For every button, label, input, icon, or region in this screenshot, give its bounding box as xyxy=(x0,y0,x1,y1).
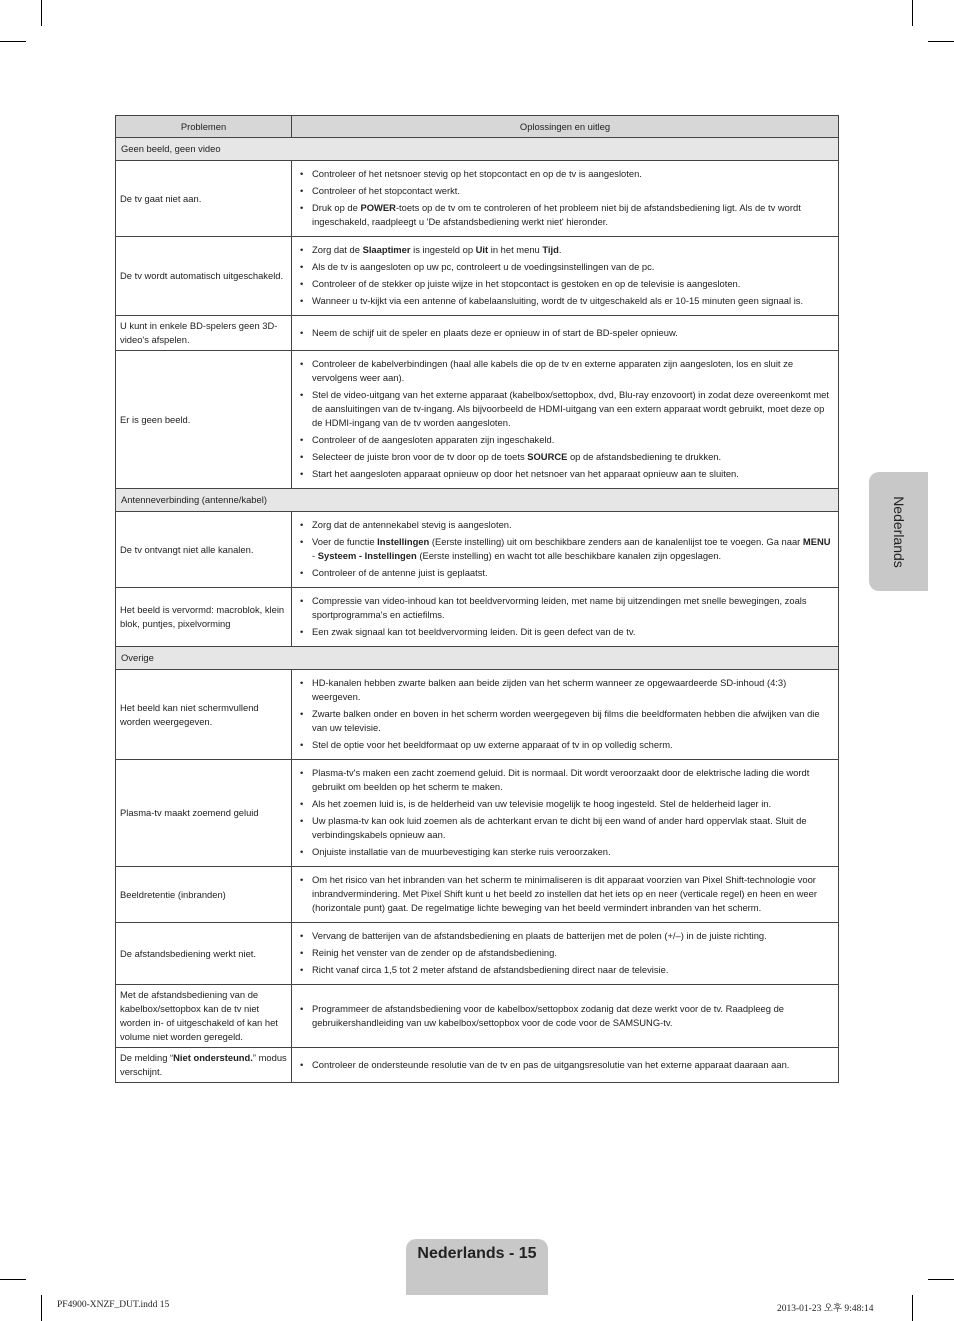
solution-item: • Controleer of het netsnoer stevig op het stopcontact en op de tv is aangesloten. xyxy=(297,167,834,181)
solution-item: • Selecteer de juiste bron voor de tv door op de toets SOURCE op de afstandsbediening te drukken. xyxy=(297,450,834,464)
language-side-tab xyxy=(869,472,928,591)
crop-mark-top-left-v xyxy=(41,0,42,26)
solution-item: • Richt vanaf circa 1,5 tot 2 meter afstand de afstandsbediening direct naar de televisie. xyxy=(297,963,834,977)
solution-item: • Vervang de batterijen van de afstandsbediening en plaats de batterijen met de polen (+/–) in de juiste richting. xyxy=(297,929,834,943)
section-row xyxy=(116,489,839,512)
solution-cell xyxy=(292,867,839,923)
solution-cell xyxy=(292,588,839,647)
solution-item: • Uw plasma-tv kan ook luid zoemen als de achterkant ervan te dicht bij een wand of ander hard oppervlak staat. Sluit de verbindingskabels opnieuw aan. xyxy=(297,814,834,842)
section-title: Overige xyxy=(116,647,839,670)
solution-list xyxy=(297,518,834,580)
table-row xyxy=(116,985,839,1048)
problem-cell: Het beeld is vervormd: macroblok, klein blok, puntjes, pixelvorming xyxy=(116,588,292,647)
solution-cell xyxy=(292,670,839,760)
problem-cell: Het beeld kan niet schermvullend worden weergegeven. xyxy=(116,670,292,760)
problem-cell: Plasma-tv maakt zoemend geluid xyxy=(116,760,292,867)
solution-list xyxy=(297,167,834,229)
problem-cell: De tv gaat niet aan. xyxy=(116,161,292,237)
solution-item: • Controleer of het stopcontact werkt. xyxy=(297,184,834,198)
troubleshooting-table xyxy=(115,115,839,1083)
table-row xyxy=(116,588,839,647)
solution-item: • Zwarte balken onder en boven in het scherm worden weergegeven bij films die beeldformaten hebben die afwijken van die van uw televisie. xyxy=(297,707,834,735)
problem-cell: De tv wordt automatisch uitgeschakeld. xyxy=(116,237,292,316)
solution-item: • Reinig het venster van de zender op de afstandsbediening. xyxy=(297,946,834,960)
solution-list xyxy=(297,1002,834,1030)
page-label: Nederlands - 15 xyxy=(417,1245,537,1262)
table-row xyxy=(116,670,839,760)
solution-item: • Onjuiste installatie van de muurbevestiging kan sterke ruis veroorzaken. xyxy=(297,845,834,859)
solution-cell xyxy=(292,351,839,489)
section-row xyxy=(116,138,839,161)
solution-list xyxy=(297,594,834,639)
solution-item: • Start het aangesloten apparaat opnieuw op door het netsnoer van het apparaat opnieuw aan te sluiten. xyxy=(297,467,834,481)
crop-mark-bottom-left-h xyxy=(0,1279,26,1280)
table-header-row xyxy=(116,116,839,138)
solution-item: • Zorg dat de antennekabel stevig is aangesloten. xyxy=(297,518,834,532)
crop-mark-bottom-left-v xyxy=(41,1295,42,1321)
crop-mark-top-left-h xyxy=(0,41,26,42)
solution-cell xyxy=(292,316,839,351)
solution-item: • Om het risico van het inbranden van het scherm te minimaliseren is dit apparaat voorzien van Pixel Shift-technologie voor inbrandvermindering. Met Pixel Shift kunt u het beeld zo instellen dat het iets op en neer (verticale regel) en heen en weer (horizontale punt) gaat. De regelmatige lichte beweging van het beeld vermindert inbranden van het scherm. xyxy=(297,873,834,915)
solution-item: • Controleer of de stekker op juiste wijze in het stopcontact is gestoken en op de televisie is aangesloten. xyxy=(297,277,834,291)
table-row xyxy=(116,237,839,316)
solution-item: • Programmeer de afstandsbediening voor de kabelbox/settopbox zodanig dat deze werkt voor de tv. Raadpleeg de gebruikershandleiding van uw kabelbox/settopbox voor de code voor de SAMSUNG-tv. xyxy=(297,1002,834,1030)
solution-item: • Als de tv is aangesloten op uw pc, controleert u de voedingsinstellingen van de pc. xyxy=(297,260,834,274)
table-row xyxy=(116,1048,839,1083)
solution-cell xyxy=(292,760,839,867)
table-row xyxy=(116,867,839,923)
problem-cell: Met de afstandsbediening van de kabelbox/settopbox kan de tv niet worden in- of uitgeschakeld of kan het volume niet worden geregeld. xyxy=(116,985,292,1048)
solution-list xyxy=(297,766,834,859)
solution-item: • Stel de optie voor het beeldformaat op uw externe apparaat of tv in op volledig scherm. xyxy=(297,738,834,752)
solution-item: • Voer de functie Instellingen (Eerste instelling) uit om beschikbare zenders aan de kanalenlijst toe te voegen. Ga naar MENU - Systeem - Instellingen (Eerste instelling) en wacht tot alle beschikbare kanalen zijn opgeslagen. xyxy=(297,535,834,563)
solution-list xyxy=(297,357,834,481)
problem-cell: Er is geen beeld. xyxy=(116,351,292,489)
crop-mark-bottom-right-v xyxy=(912,1295,913,1321)
section-title: Antenneverbinding (antenne/kabel) xyxy=(116,489,839,512)
solution-item: • Als het zoemen luid is, is de helderheid van uw televisie mogelijk te hoog ingesteld. Stel de helderheid lager in. xyxy=(297,797,834,811)
table-row xyxy=(116,316,839,351)
solution-item: • Stel de video-uitgang van het externe apparaat (kabelbox/settopbox, dvd, Blu-ray enzovoort) in zodat deze overeenkomt met de aansluitingen van de tv-ingang. Als bijvoorbeeld de HDMI-uitgang van een extern apparaat wordt gebruikt, moet deze op de HDMI-ingang van de tv worden aangesloten. xyxy=(297,388,834,430)
solution-list xyxy=(297,676,834,752)
problem-cell: De melding “Niet ondersteund.” modus verschijnt. xyxy=(116,1048,292,1083)
solution-cell xyxy=(292,1048,839,1083)
solution-item: • Zorg dat de Slaaptimer is ingesteld op Uit in het menu Tijd. xyxy=(297,243,834,257)
solution-item: • Neem de schijf uit de speler en plaats deze er opnieuw in of start de BD-speler opnieuw. xyxy=(297,326,834,340)
solution-cell xyxy=(292,161,839,237)
file-info: PF4900-XNZF_DUT.indd 15 xyxy=(57,1300,170,1310)
section-row xyxy=(116,647,839,670)
table-row xyxy=(116,351,839,489)
section-title: Geen beeld, geen video xyxy=(116,138,839,161)
crop-mark-top-right-h xyxy=(928,41,954,42)
solution-list xyxy=(297,243,834,308)
solution-cell xyxy=(292,923,839,985)
solution-item: • Wanneer u tv-kijkt via een antenne of kabelaansluiting, wordt de tv uitgeschakeld als er 10-15 minuten geen signaal is. xyxy=(297,294,834,308)
crop-mark-top-right-v xyxy=(912,0,913,26)
solution-list xyxy=(297,929,834,977)
table-row xyxy=(116,923,839,985)
solution-item: • Controleer de ondersteunde resolutie van de tv en pas de uitgangsresolutie van het externe apparaat daaraan aan. xyxy=(297,1058,834,1072)
side-tab-label: Nederlands xyxy=(890,495,907,568)
crop-mark-bottom-right-h xyxy=(928,1279,954,1280)
solution-cell xyxy=(292,512,839,588)
page-number-tab xyxy=(406,1239,548,1295)
header-problems: Problemen xyxy=(116,116,292,138)
problem-cell: U kunt in enkele BD-spelers geen 3D-video's afspelen. xyxy=(116,316,292,351)
solution-item: • Plasma-tv's maken een zacht zoemend geluid. Dit is normaal. Dit wordt veroorzaakt door de elektrische lading die wordt gebruikt om beelden op het scherm te maken. xyxy=(297,766,834,794)
table-row xyxy=(116,512,839,588)
solution-item: • Druk op de POWER-toets op de tv om te controleren of het probleem niet bij de afstandsbediening ligt. Als de tv wordt ingeschakeld, raadpleegt u 'De afstandsbediening werkt niet' hieronder. xyxy=(297,201,834,229)
solution-list xyxy=(297,1058,834,1072)
table-body xyxy=(116,138,839,1083)
solution-cell xyxy=(292,985,839,1048)
solution-item: • Controleer of de aangesloten apparaten zijn ingeschakeld. xyxy=(297,433,834,447)
solution-item: • Controleer of de antenne juist is geplaatst. xyxy=(297,566,834,580)
solution-item: • Compressie van video-inhoud kan tot beeldvervorming leiden, met name bij uitzendingen met snelle bewegingen, zoals sportprogramma's en actiefilms. xyxy=(297,594,834,622)
solution-list xyxy=(297,873,834,915)
problem-cell: De afstandsbediening werkt niet. xyxy=(116,923,292,985)
print-timestamp: 2013-01-23 오후 9:48:14 xyxy=(777,1304,874,1314)
problem-cell: De tv ontvangt niet alle kanalen. xyxy=(116,512,292,588)
problem-cell: Beeldretentie (inbranden) xyxy=(116,867,292,923)
table-row xyxy=(116,161,839,237)
table-row xyxy=(116,760,839,867)
solution-list xyxy=(297,326,834,340)
solution-item: • HD-kanalen hebben zwarte balken aan beide zijden van het scherm wanneer ze opgewaardeerde SD-inhoud (4:3) weergeven. xyxy=(297,676,834,704)
solution-item: • Controleer de kabelverbindingen (haal alle kabels die op de tv en externe apparaten zijn aangesloten, los en sluit ze vervolgens weer aan). xyxy=(297,357,834,385)
header-solutions: Oplossingen en uitleg xyxy=(292,116,839,138)
solution-item: • Een zwak signaal kan tot beeldvervorming leiden. Dit is geen defect van de tv. xyxy=(297,625,834,639)
solution-cell xyxy=(292,237,839,316)
